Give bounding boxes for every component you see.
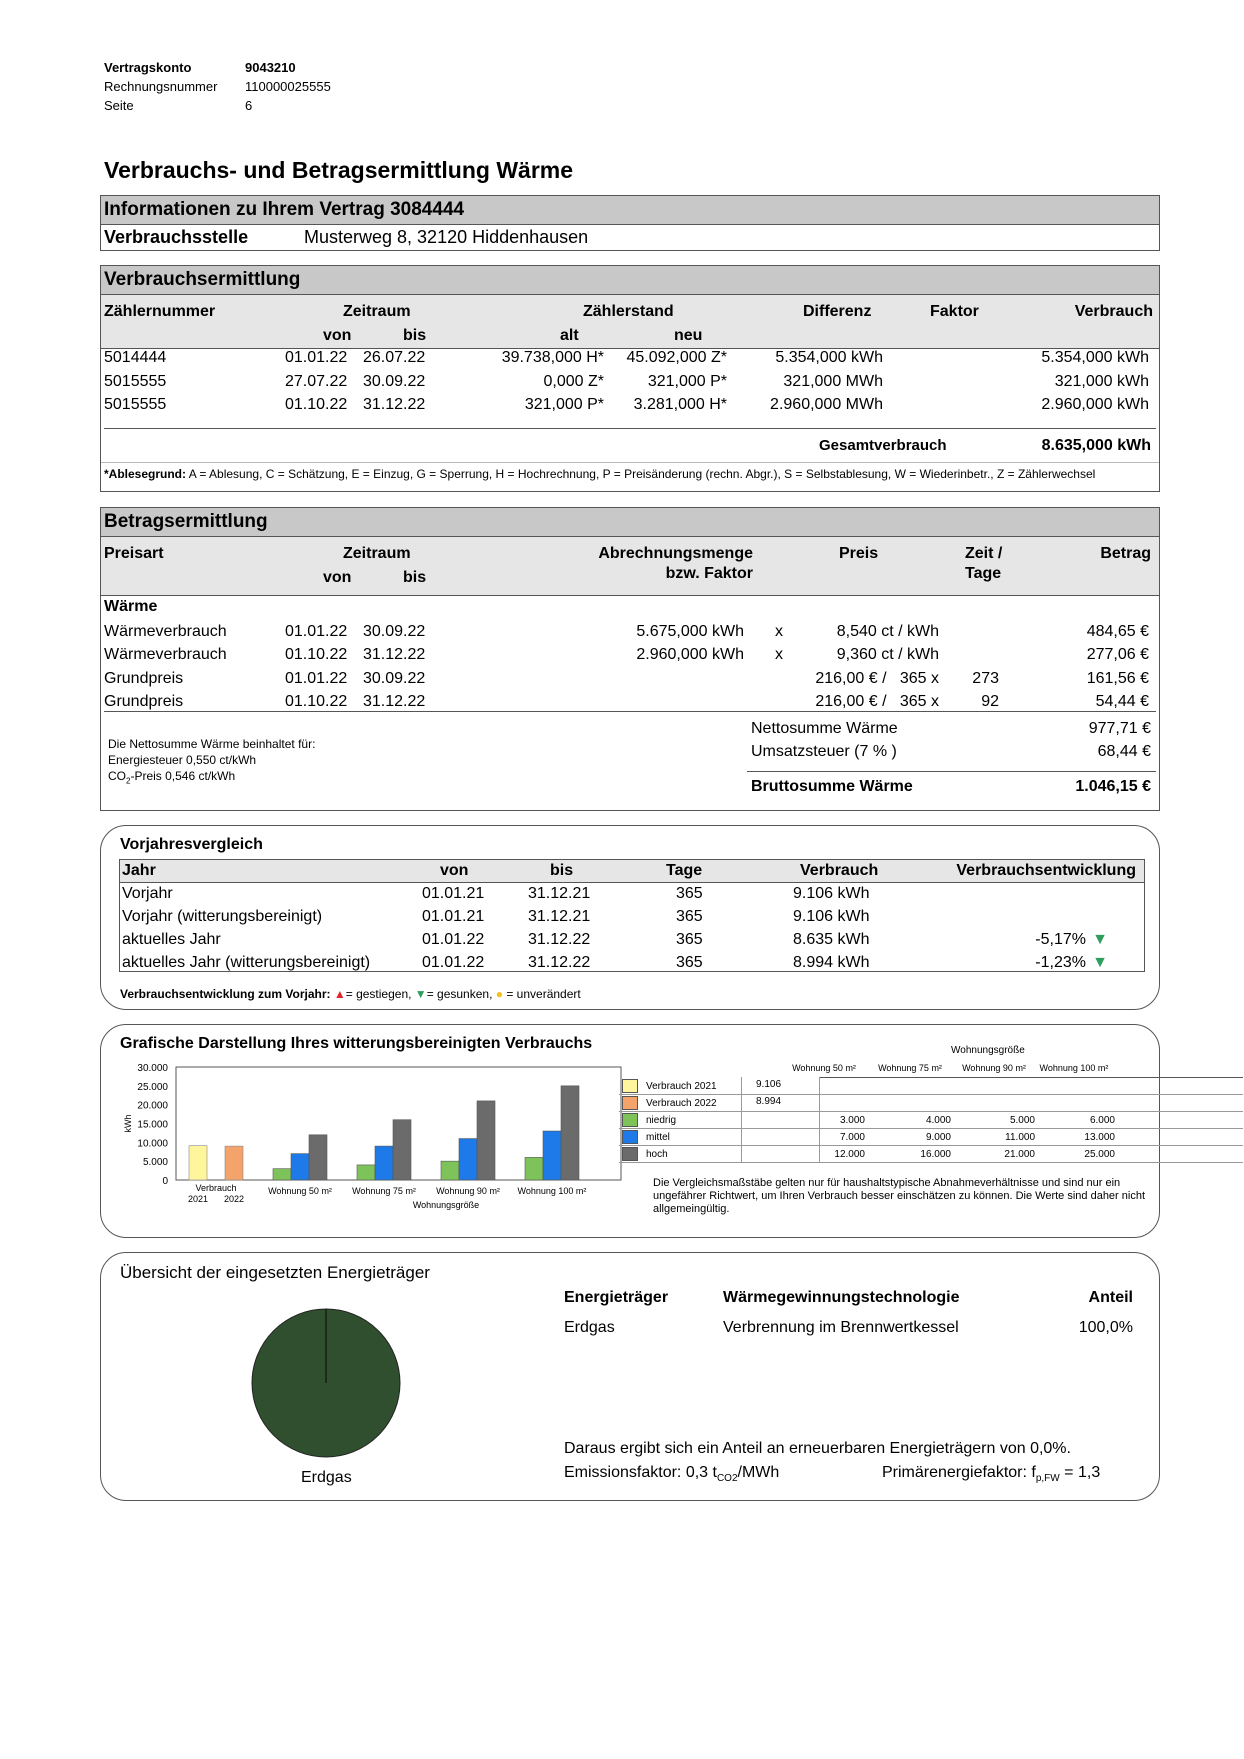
legend-down: = gesunken, — [426, 987, 493, 1001]
col-differenz: Differenz — [803, 303, 872, 320]
von-cell: 01.01.22 — [422, 931, 485, 948]
von-cell: 01.01.22 — [285, 623, 348, 640]
col-verbrauch: Verbrauch — [1074, 303, 1153, 320]
rechnung-label: Rechnungsnummer — [104, 79, 218, 94]
x-axis-label: Wohnungsgröße — [412, 1200, 480, 1210]
bis-cell: 26.07.22 — [363, 349, 426, 366]
note-line: Die Nettosumme Wärme beinhaltet für: — [108, 737, 316, 751]
menge-cell: 5.675,000 kWh — [636, 623, 744, 640]
divider — [619, 1094, 1243, 1095]
primaer-sub: p,FW — [1035, 1473, 1060, 1485]
anteil-value: 100,0% — [1078, 1319, 1133, 1336]
primaer-value: = 1,3 — [1059, 1464, 1101, 1481]
energietraeger-value: Erdgas — [564, 1319, 615, 1336]
bis-cell: 30.09.22 — [363, 670, 426, 687]
bar-hoch — [477, 1101, 495, 1180]
column-header: Wohnung 50 m² — [792, 1063, 856, 1073]
co2-price: -Preis 0,546 ct/kWh — [130, 769, 236, 783]
legend-label: Verbrauch 2021 — [646, 1081, 717, 1092]
bar-niedrig — [525, 1157, 543, 1180]
divider — [104, 711, 1156, 712]
col-preis: Preis — [839, 545, 879, 562]
legend-swatch — [622, 1147, 638, 1161]
legend-cell: 9.000 — [925, 1132, 951, 1143]
col-energietraeger: Energieträger — [564, 1289, 669, 1306]
von-cell: 01.01.22 — [285, 670, 348, 687]
col-alt: alt — [560, 327, 579, 344]
preis-cell: 8,540 ct / kWh — [836, 623, 939, 640]
zaehlerstand-neu-cell: 45.092,000 Z* — [626, 349, 727, 366]
y-tick-label: 20.000 — [137, 1100, 168, 1112]
legend-swatch — [622, 1130, 638, 1144]
netto-value: 977,71 € — [1088, 720, 1151, 737]
bis-cell: 30.09.22 — [363, 373, 426, 390]
verbrauch-cell: 5.354,000 kWh — [1041, 349, 1149, 366]
preis-cell: 216,00 € / 365 x — [815, 693, 939, 710]
col-faktor: bzw. Faktor — [665, 565, 753, 582]
preisart-cell: Grundpreis — [104, 693, 184, 710]
col-neu: neu — [674, 327, 703, 344]
zaehlernummer-cell: 5015555 — [104, 373, 167, 390]
ablesegrund-note — [104, 467, 1095, 481]
x-tick-label: Verbrauch — [195, 1183, 237, 1193]
bis-cell: 31.12.21 — [528, 885, 591, 902]
triangle-up-icon: ▲ — [333, 987, 346, 1001]
netto-note — [108, 736, 315, 789]
entwicklung-cell: -5,17% — [1035, 931, 1086, 948]
von-cell: 01.10.22 — [285, 396, 348, 413]
triangle-down-icon: ▼ — [414, 987, 427, 1001]
verbrauch-cell: 9.106 kWh — [793, 885, 870, 902]
col-zeitraum: Zeitraum — [343, 545, 411, 562]
verbrauch-cell: 9.106 kWh — [793, 908, 870, 925]
x-cell: x — [775, 646, 783, 663]
betragsermittlung-title: Betragsermittlung — [101, 508, 1159, 537]
col-technologie: Wärmegewinnungstechnologie — [723, 1289, 960, 1306]
legend-cell: 7.000 — [839, 1132, 865, 1143]
jahr-cell: aktuelles Jahr (witterungsbereinigt) — [122, 954, 371, 971]
legend-same: = unverändert — [506, 987, 581, 1001]
col-preisart: Preisart — [104, 545, 164, 562]
bar-verbrauch-2021 — [189, 1146, 207, 1180]
von-cell: 01.01.22 — [285, 349, 348, 366]
bar-hoch — [561, 1086, 579, 1180]
legend-value: 9.106 — [756, 1079, 782, 1090]
grafik-note: Die Vergleichsmaßstäbe gelten nur für haushaltstypische Abnahmeverhältnisse und sind nur ein ungefährer Richtwert, um Ihren Verbrauch besser einschätzen zu können. Die Werte sind daher nicht allgemeingültig. — [653, 1177, 1146, 1215]
legend-cell: 25.000 — [1084, 1149, 1115, 1160]
betrag-cell: 277,06 € — [1086, 646, 1149, 663]
konto-label: Vertragskonto — [104, 60, 192, 75]
legend-label: Verbrauchsentwicklung zum Vorjahr: — [120, 987, 331, 1001]
differenz-cell: 5.354,000 kWh — [775, 349, 883, 366]
co2-text: CO — [108, 769, 126, 783]
y-tick-label: 30.000 — [137, 1063, 168, 1074]
legend-cell: 16.000 — [920, 1149, 951, 1160]
co2-sub: 2 — [126, 776, 131, 786]
tage-cell: 365 — [676, 931, 703, 948]
vorjahresvergleich-box — [100, 825, 1160, 1010]
energy-pie-chart — [249, 1306, 403, 1460]
col-bis: bis — [403, 569, 427, 586]
col-zaehlernummer: Zählernummer — [104, 303, 216, 320]
legend-label: Verbrauch 2022 — [646, 1098, 717, 1109]
account-header — [104, 58, 331, 115]
divider — [741, 1077, 742, 1162]
preisart-cell: Grundpreis — [104, 670, 184, 687]
col-anteil: Anteil — [1088, 1289, 1133, 1306]
verbrauch-cell: 2.960,000 kWh — [1041, 396, 1149, 413]
bis-cell: 31.12.22 — [363, 396, 426, 413]
legend-swatch — [622, 1096, 638, 1110]
tage-cell: 365 — [676, 885, 703, 902]
bis-cell: 31.12.22 — [528, 954, 591, 971]
legend-cell: 12.000 — [834, 1149, 865, 1160]
von-cell: 01.10.22 — [285, 693, 348, 710]
col-betrag: Betrag — [1100, 545, 1151, 562]
page-title: Verbrauchs- und Betragsermittlung Wärme — [104, 157, 574, 183]
verbrauch-cell: 321,000 kWh — [1054, 373, 1149, 390]
note-line: Energiesteuer 0,550 ct/kWh — [108, 753, 257, 767]
jahr-cell: Vorjahr (witterungsbereinigt) — [122, 908, 323, 925]
contract-info-box — [100, 195, 1160, 251]
verbrauch-header-row — [101, 295, 1159, 349]
x-tick-label: 2021 — [187, 1194, 209, 1204]
menge-cell: 2.960,000 kWh — [636, 646, 744, 663]
betrag-cell: 161,56 € — [1086, 670, 1149, 687]
x-cell: x — [775, 623, 783, 640]
divider — [619, 1128, 1243, 1129]
bar-mittel — [459, 1139, 477, 1180]
vorjahr-title: Vorjahresvergleich — [120, 836, 263, 853]
legend-label: mittel — [646, 1132, 670, 1143]
note-line — [108, 768, 315, 789]
tage-cell: 92 — [981, 693, 999, 710]
col-verbrauch: Verbrauch — [800, 862, 879, 879]
verbrauch-cell: 8.635 kWh — [793, 931, 870, 948]
seite-value: 6 — [245, 98, 253, 113]
betrag-cell: 484,65 € — [1086, 623, 1149, 640]
legend-cell: 6.000 — [1089, 1115, 1115, 1126]
von-cell: 01.10.22 — [285, 646, 348, 663]
divider — [619, 1162, 1243, 1163]
differenz-cell: 321,000 MWh — [783, 373, 883, 390]
bis-cell: 31.12.22 — [528, 931, 591, 948]
energie-title: Übersicht der eingesetzten Energieträger — [120, 1263, 430, 1282]
bar-mittel — [543, 1131, 561, 1180]
bar-niedrig — [357, 1165, 375, 1180]
von-cell: 27.07.22 — [285, 373, 348, 390]
legend-up: = gestiegen, — [345, 987, 412, 1001]
col-zaehlerstand: Zählerstand — [583, 303, 674, 320]
y-tick-label: 0 — [162, 1176, 168, 1187]
col-entwicklung: Verbrauchsentwicklung — [956, 862, 1136, 879]
legend-cell: 13.000 — [1084, 1132, 1115, 1143]
legend-value: 8.994 — [756, 1096, 782, 1107]
col-zeit: Zeit / — [965, 545, 1003, 562]
erneuerbar-text: Daraus ergibt sich ein Anteil an erneuerbaren Energieträgern von 0,0%. — [564, 1440, 1071, 1457]
von-cell: 01.01.21 — [422, 908, 485, 925]
triangle-down-icon: ▼ — [1092, 931, 1108, 948]
contract-info-title: Informationen zu Ihrem Vertrag 3084444 — [101, 196, 1159, 225]
column-header: Wohnung 100 m² — [1039, 1063, 1109, 1073]
bar-mittel — [291, 1154, 309, 1180]
von-cell: 01.01.21 — [422, 885, 485, 902]
tage-cell: 273 — [972, 670, 999, 687]
bar-niedrig — [273, 1169, 291, 1180]
gesamtverbrauch-label: Gesamtverbrauch — [819, 437, 947, 454]
von-cell: 01.01.22 — [422, 954, 485, 971]
divider — [619, 1111, 1243, 1112]
bar-mittel — [375, 1146, 393, 1180]
col-von: von — [440, 862, 469, 879]
primaer-text: Primärenergiefaktor: f — [882, 1464, 1036, 1481]
betrag-cell: 54,44 € — [1095, 693, 1149, 710]
dot-icon: ● — [495, 987, 503, 1001]
y-tick-label: 25.000 — [137, 1081, 168, 1093]
column-header: Wohnung 90 m² — [962, 1063, 1026, 1073]
zaehlernummer-cell: 5014444 — [104, 349, 167, 366]
betrag-header-row — [101, 537, 1159, 596]
vorjahr-header-row — [120, 860, 1144, 883]
col-von: von — [323, 569, 352, 586]
col-jahr: Jahr — [122, 862, 156, 879]
x-tick-label: Wohnung 50 m² — [268, 1186, 332, 1196]
primaerenergiefaktor — [882, 1464, 1100, 1484]
grafik-title: Grafische Darstellung Ihres witterungsbereinigten Verbrauchs — [120, 1035, 593, 1052]
jahr-cell: aktuelles Jahr — [122, 931, 221, 948]
preisart-cell: Wärmeverbrauch — [104, 646, 227, 663]
emission-text: Emissionsfaktor: 0,3 t — [564, 1464, 717, 1481]
entwicklung-cell: -1,23% — [1035, 954, 1086, 971]
betragsermittlung-box — [100, 507, 1160, 811]
legend-cell: 3.000 — [839, 1115, 865, 1126]
x-tick-label: 2022 — [223, 1194, 245, 1204]
legend-cell: 21.000 — [1004, 1149, 1035, 1160]
zaehlerstand-alt-cell: 0,000 Z* — [543, 373, 604, 390]
col-faktor: Faktor — [930, 303, 979, 320]
brutto-label: Bruttosumme Wärme — [751, 778, 913, 795]
legend-cell: 11.000 — [1005, 1132, 1035, 1143]
consumption-bar-chart — [111, 1057, 631, 1232]
x-tick-label: Wohnung 90 m² — [436, 1186, 500, 1196]
rechnung-value: 110000025555 — [245, 79, 331, 94]
bis-cell: 31.12.21 — [528, 908, 591, 925]
bar-verbrauch-2022 — [225, 1146, 243, 1180]
netto-label: Nettosumme Wärme — [751, 720, 898, 737]
konto-value: 9043210 — [245, 60, 296, 75]
group-waerme: Wärme — [104, 598, 158, 615]
zaehlerstand-neu-cell: 321,000 P* — [647, 373, 727, 390]
col-tage: Tage — [666, 862, 703, 879]
x-tick-label: Wohnung 100 m² — [517, 1186, 587, 1196]
bis-cell: 31.12.22 — [363, 646, 426, 663]
divider — [819, 1077, 1243, 1078]
emissionsfaktor — [564, 1464, 779, 1484]
divider — [619, 1145, 1243, 1146]
preisart-cell: Wärmeverbrauch — [104, 623, 227, 640]
ust-label: Umsatzsteuer (7 % ) — [751, 743, 897, 760]
divider — [819, 1077, 820, 1162]
ablesegrund-text: A = Ablesung, C = Schätzung, E = Einzug, G = Sperrung, H = Hochrechnung, P = Preisänderung (rechn. Abgr.), S = Selbstablesung, W = Wiederinbetr., Z = Zählerwechsel — [186, 467, 1096, 481]
divider — [101, 462, 1159, 463]
energietraeger-box — [100, 1252, 1160, 1501]
verbrauch-cell: 8.994 kWh — [793, 954, 870, 971]
preis-cell: 216,00 € / 365 x — [815, 670, 939, 687]
col-bis: bis — [403, 327, 427, 344]
legend-cell: 5.000 — [1009, 1115, 1035, 1126]
gesamtverbrauch-value: 8.635,000 kWh — [1041, 437, 1151, 454]
col-zeitraum: Zeitraum — [343, 303, 411, 320]
column-header: Wohnung 75 m² — [878, 1063, 942, 1073]
tage-cell: 365 — [676, 908, 703, 925]
seite-label: Seite — [104, 98, 134, 113]
divider — [104, 428, 1156, 429]
bis-cell: 30.09.22 — [363, 623, 426, 640]
grafik-table-head: Wohnungsgröße — [951, 1045, 1025, 1056]
verbrauchsermittlung-title: Verbrauchsermittlung — [101, 266, 1159, 295]
legend-label: niedrig — [646, 1115, 677, 1126]
technologie-value: Verbrennung im Brennwertkessel — [723, 1319, 959, 1336]
tage-cell: 365 — [676, 954, 703, 971]
grafik-box — [100, 1024, 1160, 1238]
zaehlernummer-cell: 5015555 — [104, 396, 167, 413]
bis-cell: 31.12.22 — [363, 693, 426, 710]
y-tick-label: 5.000 — [142, 1157, 168, 1169]
divider — [747, 771, 1156, 772]
y-tick-label: 15.000 — [137, 1119, 168, 1131]
col-abrechnungsmenge: Abrechnungsmenge — [598, 545, 753, 562]
bar-niedrig — [441, 1161, 459, 1180]
entwicklung-legend — [120, 987, 581, 1001]
col-bis: bis — [550, 862, 574, 879]
verbrauchsstelle-value: Musterweg 8, 32120 Hiddenhausen — [304, 227, 589, 247]
verbrauchsstelle-label: Verbrauchsstelle — [104, 227, 249, 247]
emission-sub: CO2 — [716, 1473, 738, 1485]
differenz-cell: 2.960,000 MWh — [770, 396, 883, 413]
triangle-down-icon: ▼ — [1092, 954, 1108, 971]
emission-unit: /MWh — [737, 1464, 780, 1481]
col-von: von — [323, 327, 352, 344]
ust-value: 68,44 € — [1097, 743, 1151, 760]
zaehlerstand-neu-cell: 3.281,000 H* — [633, 396, 727, 413]
pie-label: Erdgas — [301, 1469, 352, 1486]
vorjahr-table — [119, 859, 1145, 972]
legend-swatch — [622, 1079, 638, 1093]
x-tick-label: Wohnung 75 m² — [352, 1186, 416, 1196]
zaehlerstand-alt-cell: 39.738,000 H* — [501, 349, 604, 366]
legend-label: hoch — [646, 1149, 668, 1160]
preis-cell: 9,360 ct / kWh — [836, 646, 939, 663]
jahr-cell: Vorjahr — [122, 885, 173, 902]
legend-swatch — [622, 1113, 638, 1127]
bar-hoch — [309, 1135, 327, 1180]
bar-hoch — [393, 1120, 411, 1180]
brutto-value: 1.046,15 € — [1075, 778, 1151, 795]
zaehlerstand-alt-cell: 321,000 P* — [524, 396, 604, 413]
y-tick-label: 10.000 — [137, 1138, 168, 1150]
ablesegrund-label: *Ablesegrund: — [104, 467, 187, 481]
verbrauchsermittlung-box — [100, 265, 1160, 492]
y-axis-label: kWh — [123, 1114, 133, 1133]
col-tage: Tage — [965, 565, 1002, 582]
legend-cell: 4.000 — [925, 1115, 951, 1126]
